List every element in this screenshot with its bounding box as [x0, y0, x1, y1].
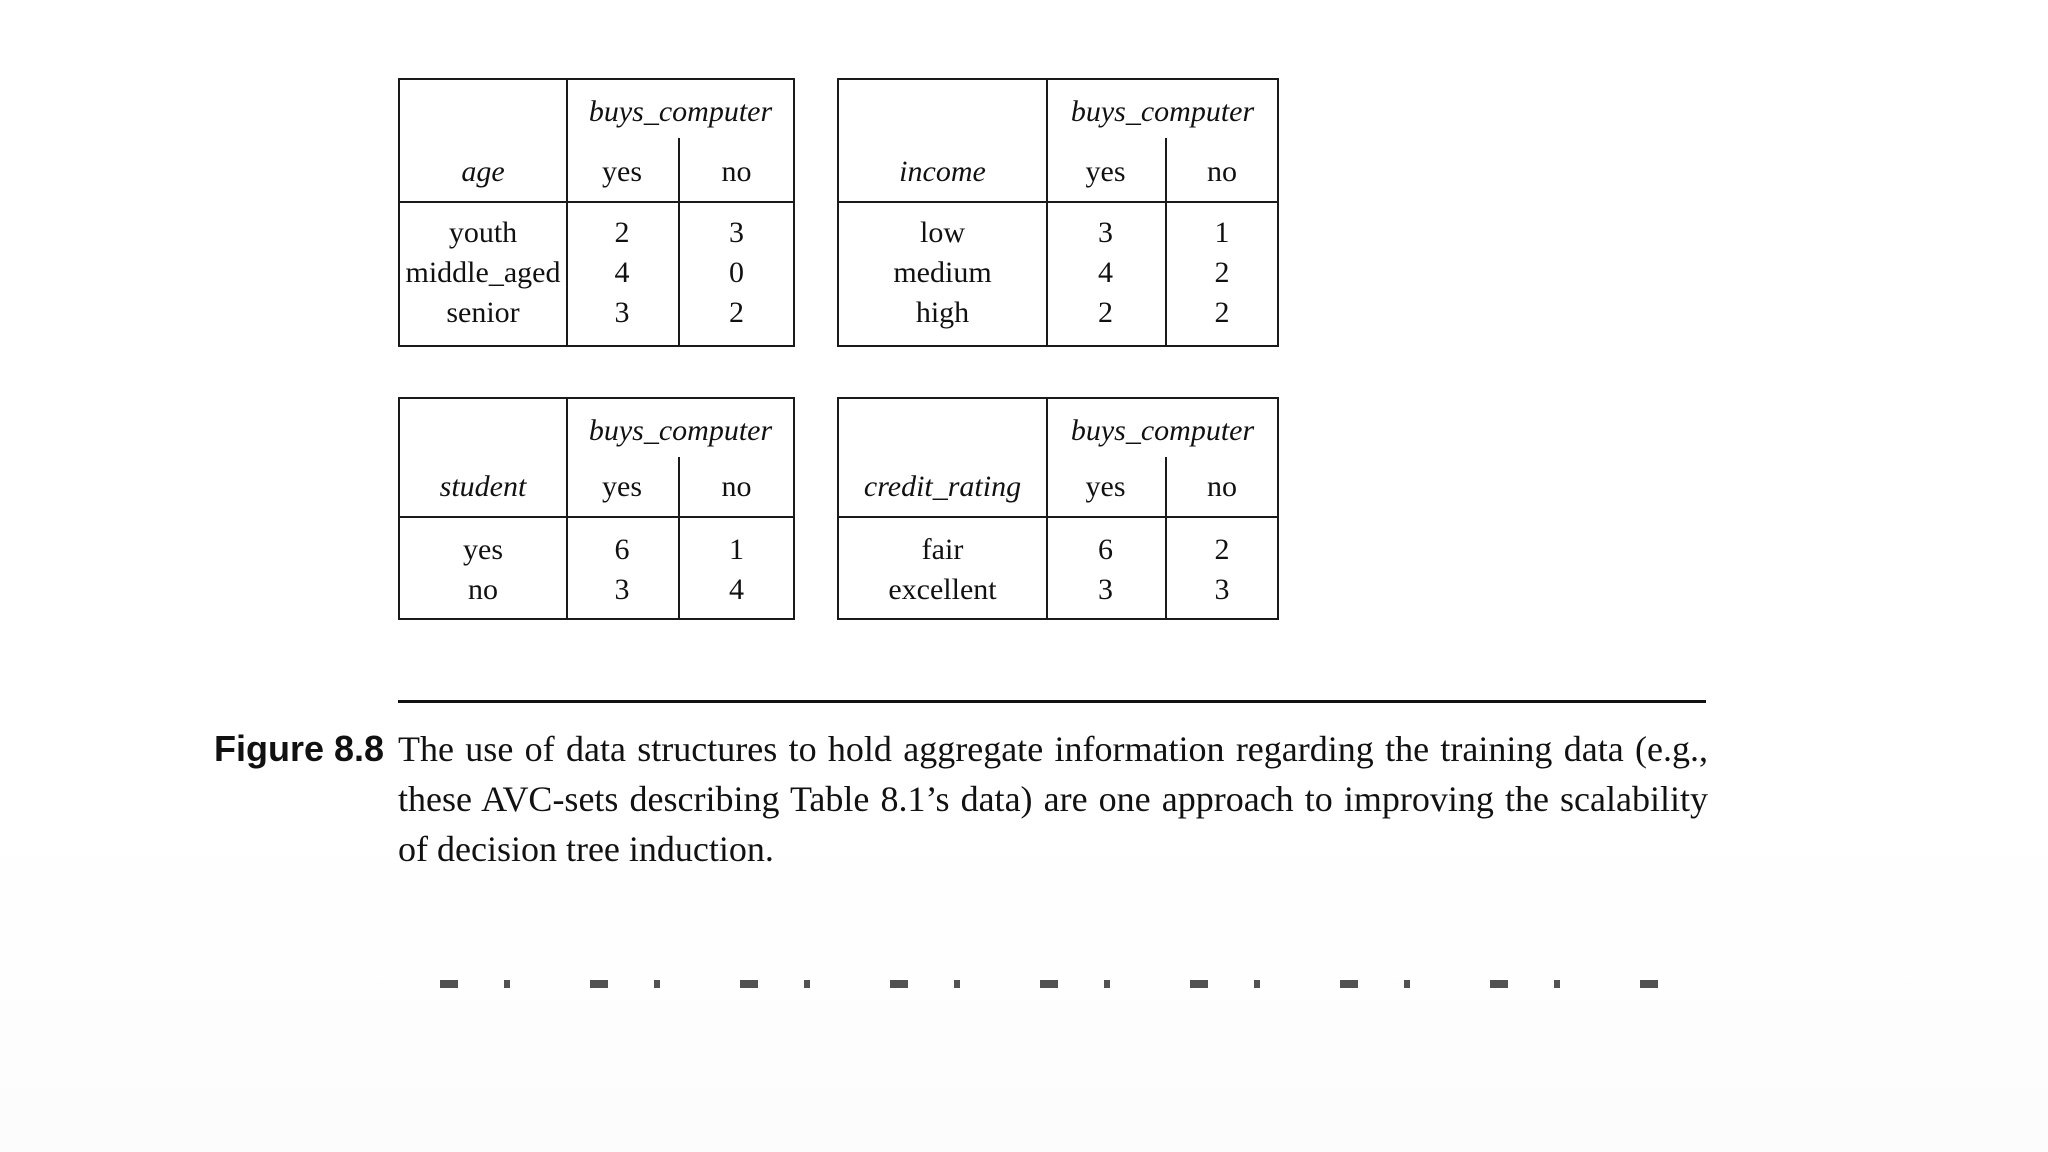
- class-header: buys_computer: [588, 414, 773, 447]
- attribute-value: youth: [448, 216, 518, 249]
- attribute-value: excellent: [888, 573, 997, 606]
- yes-count: 2: [614, 216, 630, 249]
- attribute-header: credit_rating: [863, 470, 1022, 503]
- attribute-values: [839, 213, 1046, 333]
- yes-header: yes: [1085, 155, 1126, 188]
- no-header: no: [721, 470, 752, 503]
- truncated-text-line: [440, 980, 1690, 988]
- no-counts: [678, 530, 795, 610]
- attribute-value: fair: [921, 533, 964, 566]
- no-count: 2: [729, 296, 744, 329]
- yes-count: 3: [614, 573, 630, 606]
- yes-count: 4: [1098, 256, 1113, 289]
- attribute-values: [839, 530, 1046, 610]
- yes-header: yes: [1085, 470, 1126, 503]
- no-counts: [678, 213, 795, 333]
- no-count: 2: [1214, 296, 1230, 329]
- no-counts: [1165, 213, 1279, 333]
- yes-counts: [1046, 213, 1165, 333]
- avc-table-credit-rating: [837, 397, 1279, 620]
- attribute-value: low: [920, 216, 965, 249]
- attribute-value: yes: [463, 533, 503, 566]
- yes-count: 4: [614, 256, 630, 289]
- avc-table-income: [837, 78, 1279, 347]
- yes-count: 2: [1098, 296, 1113, 329]
- no-header: no: [721, 155, 752, 188]
- attribute-value: medium: [893, 256, 992, 289]
- figure-label: Figure 8.8: [214, 728, 385, 769]
- attribute-header: student: [439, 470, 527, 503]
- no-count: 0: [729, 256, 744, 289]
- yes-counts: [1046, 530, 1165, 610]
- attribute-values: [400, 530, 566, 610]
- attribute-value: senior: [446, 296, 520, 329]
- no-count: 2: [1214, 533, 1230, 566]
- no-count: 1: [1214, 216, 1230, 249]
- attribute-values: [400, 213, 566, 333]
- yes-count: 3: [1098, 216, 1113, 249]
- yes-count: 6: [614, 533, 630, 566]
- avc-table-age: [398, 78, 795, 347]
- attribute-value: no: [468, 573, 498, 606]
- attribute-header: age: [461, 155, 505, 188]
- attribute-header: income: [899, 155, 986, 188]
- no-count: 3: [729, 216, 744, 249]
- yes-count: 3: [614, 296, 630, 329]
- yes-header: yes: [602, 155, 642, 188]
- no-counts: [1165, 530, 1279, 610]
- yes-count: 3: [1098, 573, 1113, 606]
- no-header: no: [1207, 155, 1237, 188]
- no-count: 3: [1214, 573, 1230, 606]
- attribute-value: middle_aged: [405, 256, 561, 289]
- figure-caption: The use of data structures to hold aggregate information regarding the training data (e.g., these AVC-sets describing Table 8.1’s data) are one approach to improving the scalability of decision tree induction.: [398, 729, 1708, 869]
- no-header: no: [1207, 470, 1237, 503]
- yes-counts: [566, 530, 678, 610]
- class-header: buys_computer: [1070, 414, 1255, 447]
- class-header: buys_computer: [588, 95, 773, 128]
- class-header: buys_computer: [1070, 95, 1255, 128]
- no-count: 2: [1214, 256, 1230, 289]
- attribute-value: high: [915, 296, 970, 329]
- yes-header: yes: [602, 470, 642, 503]
- avc-table-student: [398, 397, 795, 620]
- no-count: 1: [729, 533, 744, 566]
- caption-rule: [398, 700, 1706, 703]
- yes-counts: [566, 213, 678, 333]
- yes-count: 6: [1098, 533, 1113, 566]
- no-count: 4: [729, 573, 744, 606]
